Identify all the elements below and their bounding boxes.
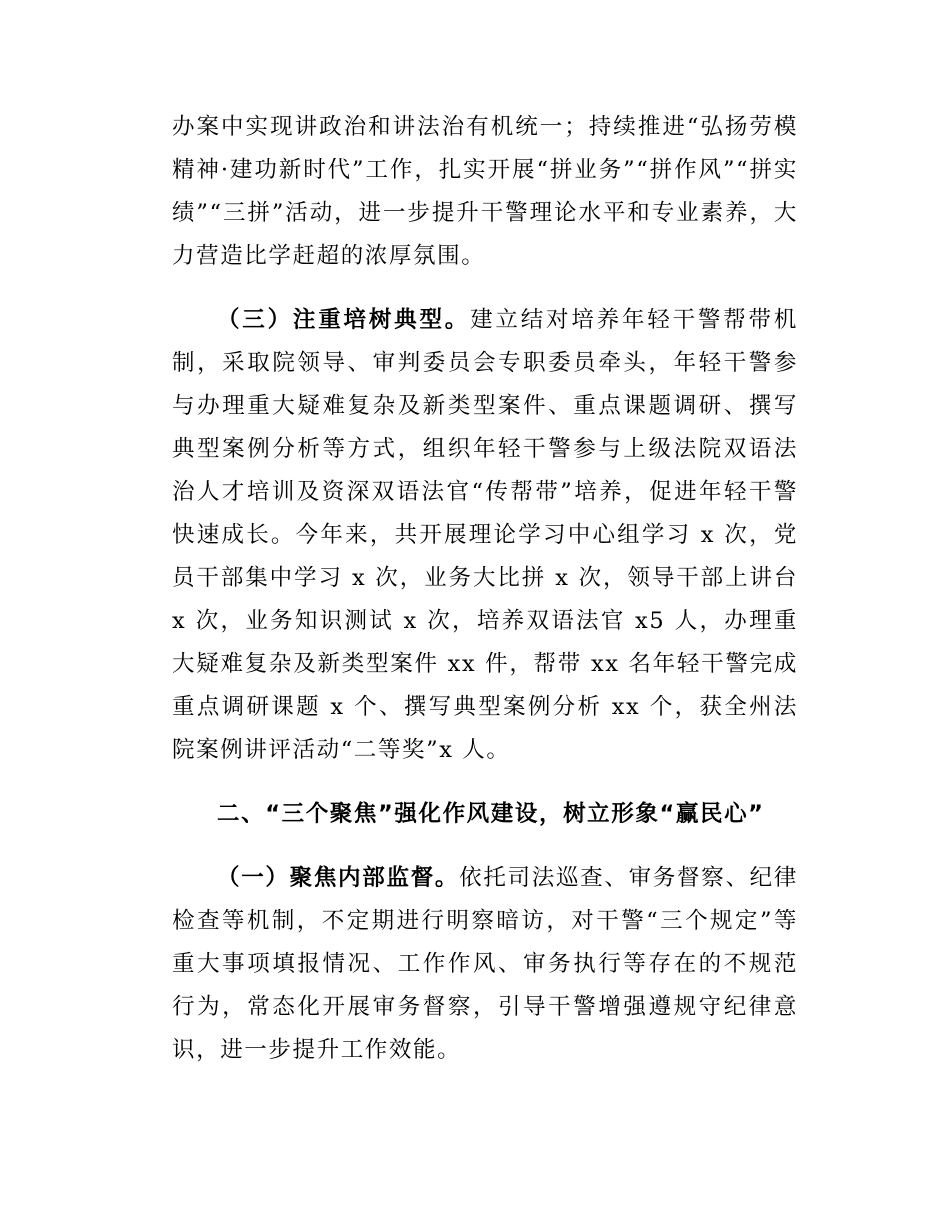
- paragraph-3-lead: （一）聚焦内部监督。: [217, 865, 460, 891]
- paragraph-2: [172, 299, 798, 772]
- paragraph-1-text: 办案中实现讲政治和讲法治有机统一；持续推进“弘扬劳模精神·建功新时代”工作，扎实开展“拼业务”“拼作风”“拼实绩”“三拼”活动，进一步提升干警理论水平和专业素养，大力营造比学赶超的浓厚氛围。: [172, 114, 798, 269]
- paragraph-2-text: 建立结对培养年轻干警帮带机制，采取院领导、审判委员会专职委员牵头，年轻干警参与办理重大疑难复杂及新类型案件、重点课题调研、撰写典型案例分析等方式，组织年轻干警参与上级法院双语法治人才培训及资深双语法官“传帮带”培养，促进年轻干警快速成长。今年来，共开展理论学习中心组学习 x 次，党员干部集中学习 x 次，业务大比拼 x 次，领导干部上讲台 x 次，业务知识测试 x 次，培养双语法官 x5 人，办理重大疑难复杂及新类型案件 xx 件，帮带 xx 名年轻干警完成重点调研课题 x 个、撰写典型案例分析 xx 个，获全州法院案例讲评活动“二等奖”x 人。: [172, 307, 798, 763]
- paragraph-2-lead: （三）注重培树典型。: [217, 307, 471, 333]
- section-heading-2-text: 二、“三个聚焦”强化作风建设，树立形象“赢民心”: [217, 801, 765, 827]
- document-page: [172, 106, 798, 1072]
- paragraph-1: [172, 106, 798, 278]
- paragraph-3-text: 依托司法巡查、审务督察、纪律检查等机制，不定期进行明察暗访，对干警“三个规定”等重大事项填报情况、工作作风、审务执行等存在的不规范行为，常态化开展审务督察，引导干警增强遵规守纪律意识，进一步提升工作效能。: [172, 865, 798, 1063]
- paragraph-3: [172, 857, 798, 1072]
- section-heading-2: [172, 793, 798, 836]
